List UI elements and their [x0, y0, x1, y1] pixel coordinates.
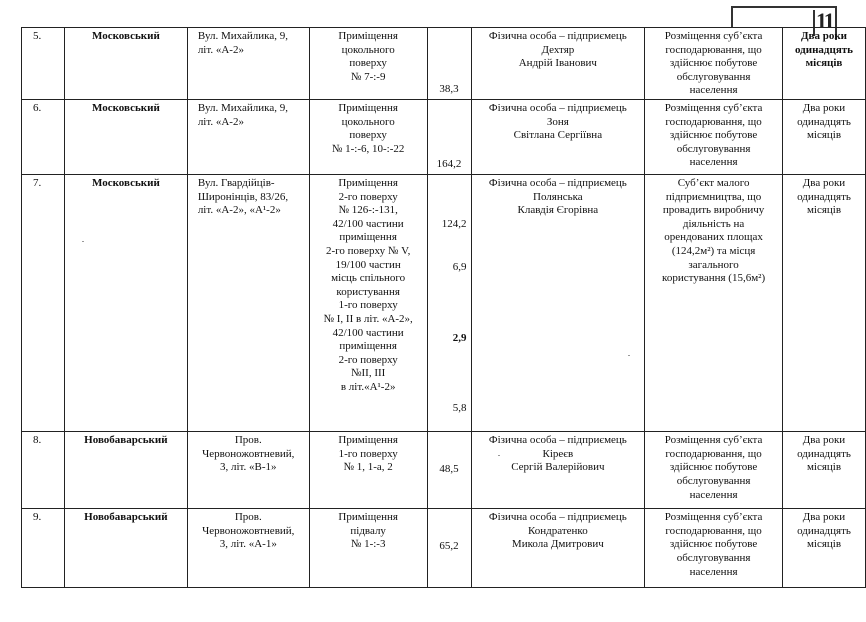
district-cell: Московський: [64, 175, 187, 432]
address-cell: Вул. Михайлика, 9, літ. «А-2»: [187, 28, 309, 100]
area-cell: 38,3: [427, 28, 471, 100]
term-cell: Два роки одинадцять місяців: [783, 100, 866, 175]
district-cell: Новобаварський: [64, 432, 187, 509]
tenant-cell: Фізична особа – підприємець Кондратенко Микола Дмитрович: [471, 509, 645, 588]
term-cell: Два роки одинадцять місяців: [783, 509, 866, 588]
term-cell: Два роки одинадцять місяців: [783, 28, 866, 100]
purpose-cell: Розміщення суб’єкта господарювання, що здійснює побутове обслуговування населення: [645, 432, 783, 509]
table-row: [22, 509, 866, 588]
area-value: 124,2: [441, 217, 467, 230]
district-cell: Московський: [64, 100, 187, 175]
premises-cell: Приміщення підвалу № 1-:-3: [309, 509, 427, 588]
premises-cell: Приміщення 1-го поверху № 1, 1-а, 2: [309, 432, 427, 509]
table-row: [22, 175, 866, 432]
district-cell: Московський: [64, 28, 187, 100]
premises-cell: Приміщення цокольного поверху № 1-:-6, 10-:-22: [309, 100, 427, 175]
purpose-cell: Розміщення суб’єкта господарювання, що здійснює побутове обслуговування населення: [645, 28, 783, 100]
address-cell: Пров. Червоножовтневий, 3, літ. «В-1»: [187, 432, 309, 509]
district-cell: Новобаварський: [64, 509, 187, 588]
purpose-cell: Розміщення суб’єкта господарювання, що здійснює побутове обслуговування населення: [645, 100, 783, 175]
address-cell: Вул. Михайлика, 9, літ. «А-2»: [187, 100, 309, 175]
table-row: [22, 28, 866, 100]
row-number: 7.: [22, 175, 65, 432]
purpose-cell: Суб’єкт малого підприємництва, що провадить виробничу діяльність на орендованих площах (124,2м²) та місця загального користування (15,6м²): [645, 175, 783, 432]
area-cell: 48,5: [427, 432, 471, 509]
premises-cell: Приміщення 2-го поверху № 126-:-131, 42/100 частини приміщення 2-го поверху № V, 19/100 частин місць спільного користування 1-го поверху № І, ІІ в літ. «А-2», 42/100 частини приміщення 2-го поверху №ІІ, ІІІ в літ.«А¹-2»: [309, 175, 427, 432]
area-value: 2,9: [452, 331, 467, 344]
tenant-cell: Фізична особа – підприємець Зоня Світлана Сергіївна: [471, 100, 645, 175]
area-value: 5,8: [452, 401, 467, 414]
tenant-cell: Фізична особа – підприємець Полянська Клавдія Єгорівна: [471, 175, 645, 432]
address-cell: Вул. Гвардійців- Широнінців, 83/26, літ. «А-2», «А¹-2»: [187, 175, 309, 432]
premises-lease-table: [21, 27, 866, 588]
area-cell: 65,2: [427, 509, 471, 588]
area-cell: [427, 175, 471, 432]
row-number: 8.: [22, 432, 65, 509]
tenant-cell: Фізична особа – підприємець Кіреєв Сергій Валерійович: [471, 432, 645, 509]
scan-speck: [82, 241, 84, 242]
table-row: [22, 432, 866, 509]
row-number: 5.: [22, 28, 65, 100]
premises-cell: Приміщення цокольного поверху № 7-:-9: [309, 28, 427, 100]
term-cell: Два роки одинадцять місяців: [783, 432, 866, 509]
purpose-cell: Розміщення суб’єкта господарювання, що здійснює побутове обслуговування населення: [645, 509, 783, 588]
scan-speck: [498, 455, 500, 456]
area-cell: 164,2: [427, 100, 471, 175]
term-cell: Два роки одинадцять місяців: [783, 175, 866, 432]
tenant-cell: Фізична особа – підприємець Дехтяр Андрій Іванович: [471, 28, 645, 100]
row-number: 9.: [22, 509, 65, 588]
table-row: [22, 100, 866, 175]
area-value: 6,9: [452, 260, 467, 273]
scan-speck: [628, 355, 630, 356]
row-number: 6.: [22, 100, 65, 175]
page-number-mark: 11: [816, 8, 833, 33]
address-cell: Пров. Червоножовтневий, 3, літ. «А-1»: [187, 509, 309, 588]
